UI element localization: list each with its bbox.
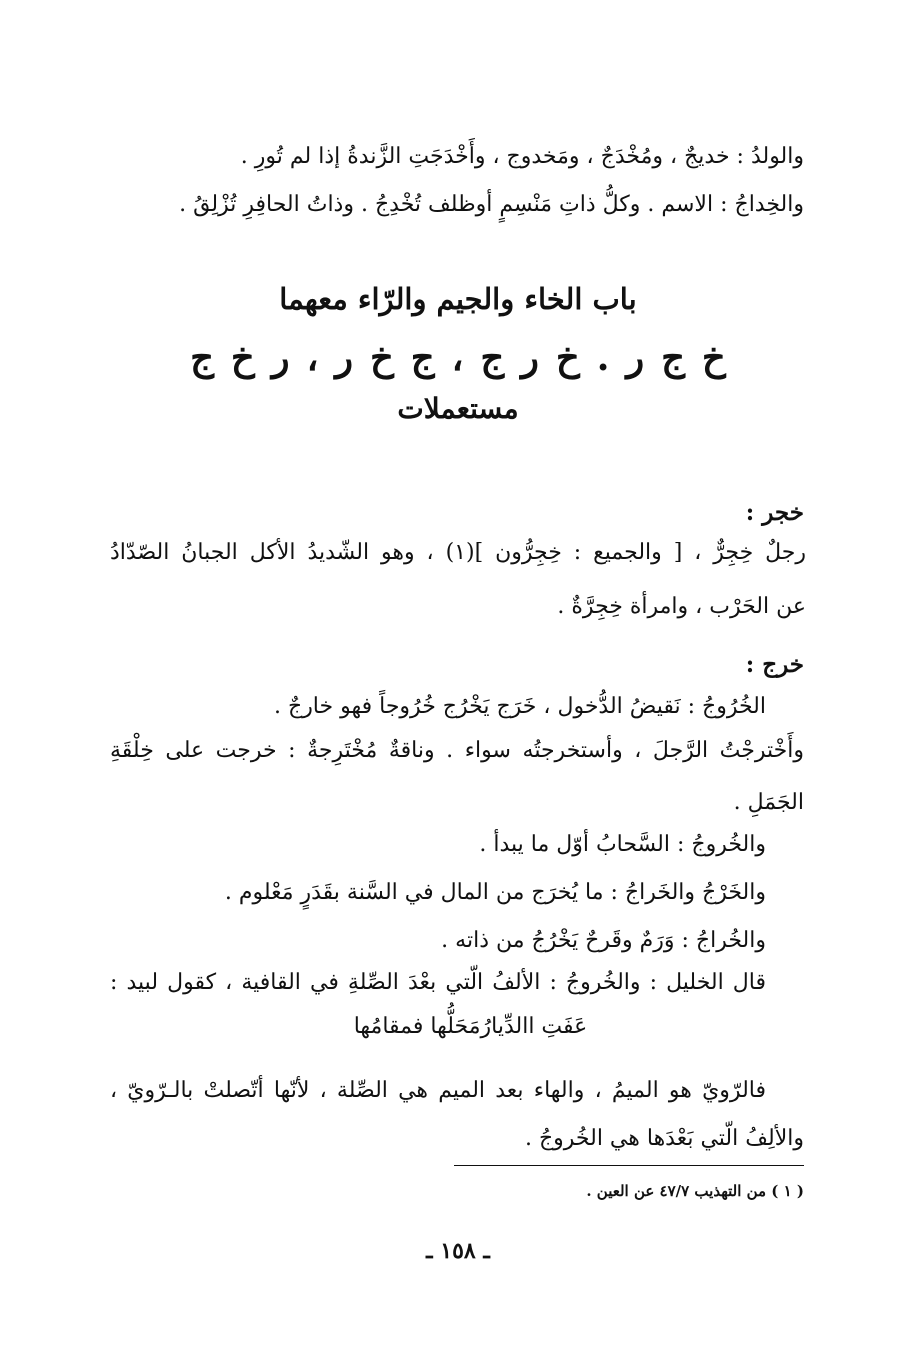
page-number: ـ ١٥٨ ـ (426, 1238, 490, 1264)
kharaj-line-2: وأَخْترجْتُ الرَّجلَ ، وأستخرجتُه سواء . وناقةٌ مُخْتَرِجةٌ : خرجت على خِلْقَةِ (110, 738, 804, 763)
entry-head-khajar: خجر : (745, 499, 804, 526)
kharaj-line-9: والألِفُ الّتي بَعْدَها هي الخُروجُ . (524, 1126, 804, 1151)
intro-line-2: والخِداجُ : الاسم . وكلُّ ذاتِ مَنْسِمٍ أوظلف تُخْدِجُ . وذاتُ الحافِرِ تُزْلِقُ . (179, 192, 804, 217)
kharaj-line-7: قال الخليل : والخُروجُ : الألفُ الّتي بعْدَ الصِّلةِ في القافية ، كقول لبيد : (110, 970, 766, 995)
kharaj-line-6: والخُراجُ : وَرَمٌ وقَرحٌ يَخْرُجُ من ذاته . (441, 928, 766, 953)
chapter-subtitle: مستعملات (397, 392, 519, 425)
kharaj-line-8: فالرّويّ هو الميمُ ، والهاء بعد الميم هي الصِّلة ، لأنّها أتّصلتْ بالـرّويّ ، (110, 1078, 766, 1103)
chapter-letters: خ ج ر . خ ر ج ، ج خ ر ، ر خ ج (190, 335, 726, 379)
kharaj-line-3: الجَمَلِ . (733, 790, 804, 815)
intro-line-1: والولدُ : خديجٌ ، ومُخْدَجٌ ، ومَخدوج ، وأَخْدَجَتِ الزَّندةُ إذا لم تُورِ . (240, 144, 804, 169)
kharaj-line-4: والخُروجُ : السَّحابُ أوّل ما يبدأ . (479, 832, 766, 857)
entry-head-kharaj: خرج : (745, 651, 804, 678)
kharaj-line-5: والخَرْجُ والخَراجُ : ما يُخرَج من المال في السَّنة بقَدَرٍ مَعْلوم . (224, 880, 766, 905)
poem-verse: عَفَتِ االدِّيارُمَحَلُّها فمقامُها (353, 1014, 588, 1039)
kharaj-line-1: الخُرُوجُ : نَقيضُ الدُّخول ، خَرَج يَخْرُج خُرُوجاً فهو خارجٌ . (274, 694, 766, 719)
chapter-title: باب الخاء والجيم والرّاء معهما (279, 282, 637, 316)
khajar-line-2: عن الحَرْب ، وامرأة خِجِرَّةٌ . (557, 594, 806, 619)
footnote: ( ١ ) من التهذيب ٤٧/٧ عن العين . (586, 1182, 804, 1200)
khajar-line-1: رجلٌ خِجِرٌّ ، [ والجميع : خِجِرُّون ](١) ، وهو الشّديدُ الأكل الجبانُ الصّدّادُ (110, 540, 806, 565)
footnote-divider (454, 1165, 804, 1166)
